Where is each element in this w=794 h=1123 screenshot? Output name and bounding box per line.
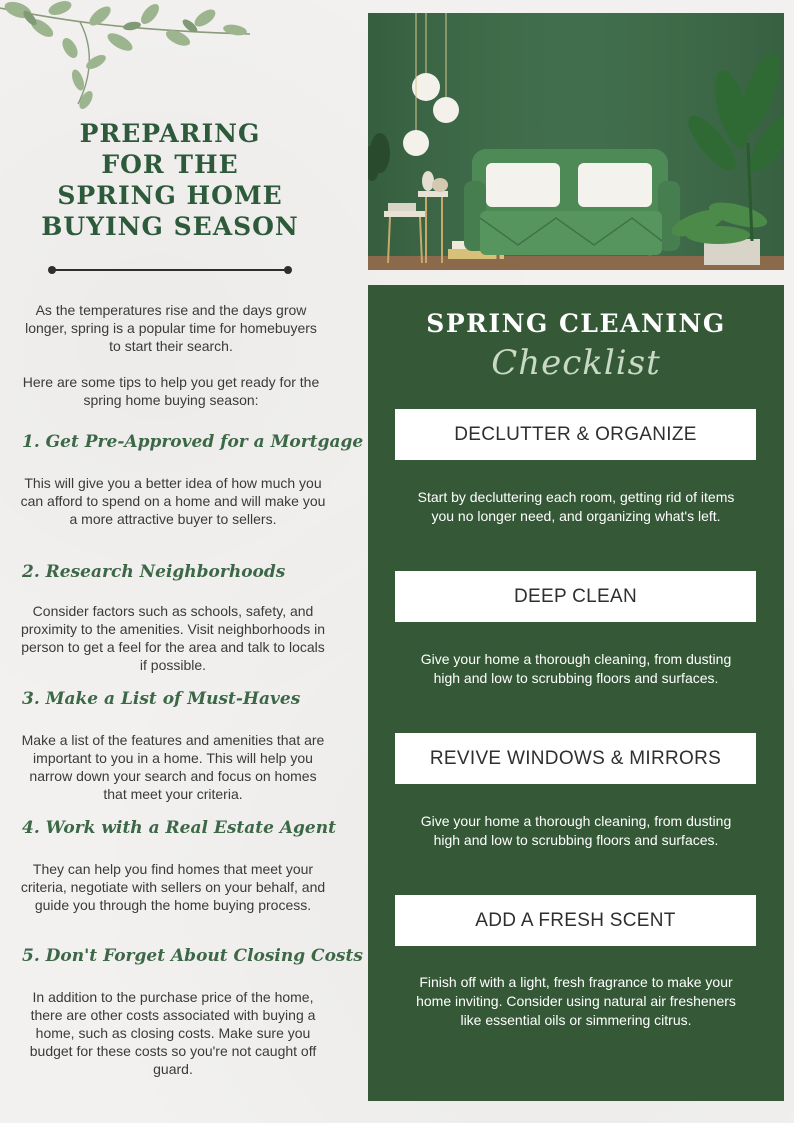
tip-heading: 1. Get Pre-Approved for a Mortgage xyxy=(22,432,364,452)
checklist-item-card: DECLUTTER & ORGANIZE xyxy=(395,409,756,460)
tip-body: Consider factors such as schools, safety, and proximity to the amenities. Visit neighborhoods in person to get a feel for the area and talk to locals if possible. xyxy=(20,603,325,673)
checklist-item-desc: Finish off with a light, fresh fragrance to make your home inviting. Consider using natural air fresheners like essential oils or simmering citrus. xyxy=(416,974,736,1028)
checklist-item-card: DEEP CLEAN xyxy=(395,571,756,622)
living-room-photo xyxy=(368,13,784,270)
checklist-item-card: ADD A FRESH SCENT xyxy=(395,895,756,946)
title-line: FOR THE xyxy=(101,150,239,179)
checklist-title: SPRING CLEANING xyxy=(426,309,726,338)
intro-paragraph: As the temperatures rise and the days grow longer, spring is a popular time for homebuyers to start their search. xyxy=(25,302,317,354)
checklist-subtitle: Checklist xyxy=(491,343,661,383)
spring-cleaning-checklist-panel xyxy=(368,285,784,1101)
title-line: PREPARING xyxy=(79,119,261,148)
tip-heading: 5. Don't Forget About Closing Costs xyxy=(22,946,363,966)
page-title xyxy=(30,118,310,242)
checklist-item-card: REVIVE WINDOWS & MIRRORS xyxy=(395,733,756,784)
tip-body: In addition to the purchase price of the home, there are other costs associated with buying a home, such as closing costs. Make sure you budget for these costs so you're not caught off guard. xyxy=(29,989,317,1077)
tip-body: This will give you a better idea of how much you can afford to spend on a home and will make you a more attractive buyer to sellers. xyxy=(20,475,326,527)
checklist-item-desc: Start by decluttering each room, getting rid of items you no longer need, and organizing what's left. xyxy=(417,489,735,524)
checklist-item-desc: Give your home a thorough cleaning, from dusting high and low to scrubbing floors and surfaces. xyxy=(420,651,732,686)
title-line: BUYING SEASON xyxy=(41,212,299,241)
divider-line-icon xyxy=(48,263,292,277)
tip-heading: 3. Make a List of Must-Haves xyxy=(22,689,301,709)
eucalyptus-leaves-icon xyxy=(0,0,270,110)
tip-body: Make a list of the features and amenities that are important to you in a home. This will help you narrow down your search and focus on homes that meet your criteria. xyxy=(21,732,325,802)
intro-paragraph: Here are some tips to help you get ready for the spring home buying season: xyxy=(22,374,320,408)
tip-body: They can help you find homes that meet your criteria, negotiate with sellers on your behalf, and guide you through the home buying process. xyxy=(20,861,326,913)
checklist-item-desc: Give your home a thorough cleaning, from dusting high and low to scrubbing floors and surfaces. xyxy=(420,813,732,848)
tip-heading: 2. Research Neighborhoods xyxy=(22,562,286,582)
tip-heading: 4. Work with a Real Estate Agent xyxy=(22,818,336,838)
title-line: SPRING HOME xyxy=(57,181,283,210)
